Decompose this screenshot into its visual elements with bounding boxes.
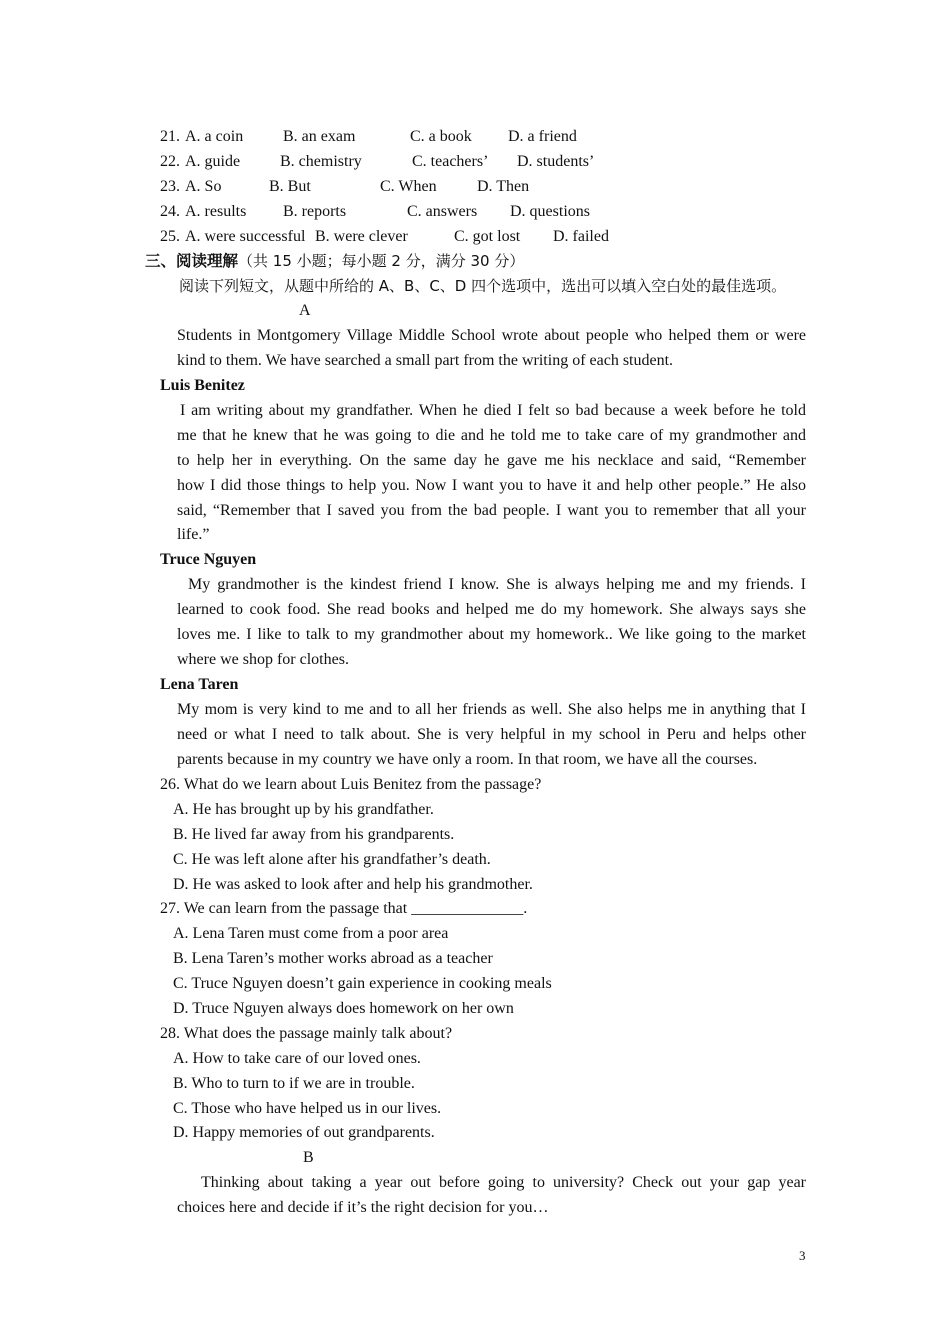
student-name: Luis Benitez	[160, 377, 245, 394]
option-c: C. got lost	[454, 228, 521, 245]
student-name: Truce Nguyen	[160, 551, 257, 568]
answer-option: C. Those who have helped us in our lives.	[173, 1100, 442, 1117]
option-c: C. When	[380, 178, 437, 195]
answer-option: B. He lived far away from his grandparents.	[173, 826, 455, 843]
paragraph-line: I am writing about my grandfather. When he died I felt so bad because a week before he told	[180, 402, 806, 419]
paragraph-line: life.”	[177, 526, 210, 543]
paragraph-line: loves me. I like to talk to my grandmother about my homework.. We like going to the market	[177, 626, 806, 643]
option-number: 23.	[160, 178, 180, 195]
section-heading	[145, 250, 524, 273]
paragraph-line: how I did those things to help you. Now I want you to have it and help other people.” He also	[177, 477, 806, 494]
paragraph-line: choices here and decide if it’s the right decision for you…	[177, 1199, 549, 1216]
paragraph-line: Thinking about taking a year out before going to university? Check out your gap year	[201, 1174, 806, 1191]
answer-option: D. Truce Nguyen always does homework on her own	[173, 1000, 514, 1017]
option-c: C. teachers’	[412, 153, 489, 170]
passage-label: A	[299, 302, 311, 319]
option-b: B. were clever	[315, 228, 408, 245]
option-d: D. students’	[517, 153, 595, 170]
option-c: C. answers	[407, 203, 478, 220]
passage-intro-line: Students in Montgomery Village Middle School wrote about people who helped them or were	[177, 327, 806, 344]
paragraph-line: to help her in everything. On the same day he gave me his necklace and said, “Remember	[177, 452, 806, 469]
section-instructions: 阅读下列短文，从题中所给的 A、B、C、D 四个选项中，选出可以填入空白处的最佳选项。	[179, 277, 787, 295]
answer-option: A. How to take care of our loved ones.	[173, 1050, 421, 1067]
option-d: D. failed	[553, 228, 609, 245]
paragraph-line: me that he knew that he was going to die and he told me to take care of my grandmother and	[177, 427, 806, 444]
answer-option: D. Happy memories of out grandparents.	[173, 1124, 435, 1141]
question-stem: 27. We can learn from the passage that ______________.	[160, 900, 528, 917]
paragraph-line: said, “Remember that I saved you from the bad people. I want you to remember that all your	[177, 502, 806, 519]
question-stem: 26. What do we learn about Luis Benitez from the passage?	[160, 776, 542, 793]
option-a: A. So	[185, 178, 222, 195]
page-number: 3	[799, 1248, 806, 1263]
question-stem: 28. What does the passage mainly talk about?	[160, 1025, 453, 1042]
option-number: 22.	[160, 153, 180, 170]
option-b: B. reports	[283, 203, 347, 220]
option-c: C. a book	[410, 128, 472, 145]
answer-option: C. Truce Nguyen doesn’t gain experience in cooking meals	[173, 975, 552, 992]
section-title: 三、阅读理解	[145, 252, 239, 270]
answer-option: B. Who to turn to if we are in trouble.	[173, 1075, 415, 1092]
paragraph-line: need or what I need to talk about. She is very helpful in my school in Peru and helps other	[177, 726, 806, 743]
option-a: A. a coin	[185, 128, 244, 145]
answer-option: A. He has brought up by his grandfather.	[173, 801, 434, 818]
option-b: B. an exam	[283, 128, 356, 145]
option-b: B. But	[269, 178, 311, 195]
option-d: D. Then	[477, 178, 530, 195]
option-number: 25.	[160, 228, 180, 245]
passage-intro-line: kind to them. We have searched a small part from the writing of each student.	[177, 352, 674, 369]
paragraph-line: parents because in my country we have only a room. In that room, we have all the courses.	[177, 751, 758, 768]
paragraph-line: My mom is very kind to me and to all her friends as well. She also helps me in anything that I	[177, 701, 806, 718]
answer-option: C. He was left alone after his grandfather’s death.	[173, 851, 491, 868]
option-a: A. guide	[185, 153, 241, 170]
paragraph-line: My grandmother is the kindest friend I know. She is always helping me and my friends. I	[188, 576, 806, 593]
answer-option: B. Lena Taren’s mother works abroad as a teacher	[173, 950, 493, 967]
student-name: Lena Taren	[160, 676, 239, 693]
option-d: D. questions	[510, 203, 590, 220]
passage-label: B	[303, 1149, 314, 1166]
option-number: 24.	[160, 203, 180, 220]
paragraph-line: where we shop for clothes.	[177, 651, 349, 668]
paragraph-line: learned to cook food. She read books and helped me do my homework. She always says she	[177, 601, 806, 618]
answer-option: D. He was asked to look after and help his grandmother.	[173, 876, 533, 893]
answer-option: A. Lena Taren must come from a poor area	[173, 925, 449, 942]
option-a: A. were successful	[185, 228, 306, 245]
option-number: 21.	[160, 128, 180, 145]
section-note: （共 15 小题；每小题 2 分，满分 30 分）	[238, 252, 525, 270]
option-b: B. chemistry	[280, 153, 362, 170]
option-d: D. a friend	[508, 128, 577, 145]
option-a: A. results	[185, 203, 247, 220]
